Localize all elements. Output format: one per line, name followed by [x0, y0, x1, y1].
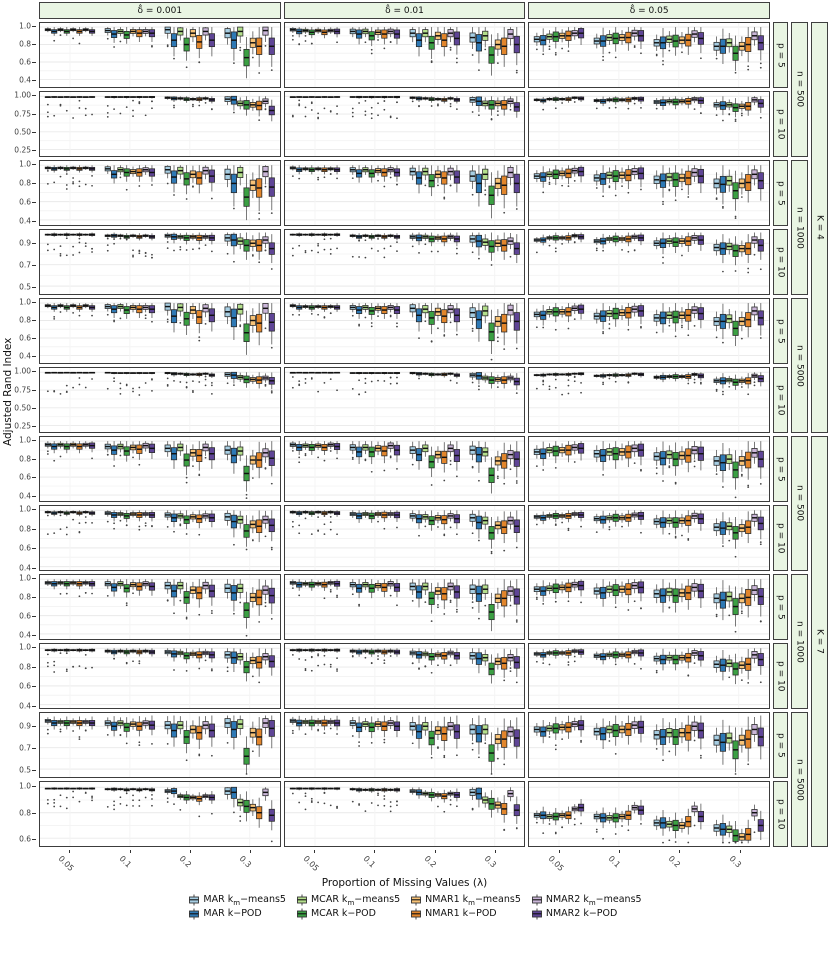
y-tick-mark — [32, 509, 36, 510]
y-tick-label: 0.6 — [19, 611, 31, 621]
panel-r11-c2 — [284, 712, 526, 778]
legend-entry-6 — [410, 908, 521, 920]
row-facet-strip-n-3: n = 500 — [791, 436, 808, 571]
panel-r6-c3 — [528, 367, 770, 433]
y-tick-mark — [32, 408, 36, 409]
y-tick-label: 1.0 — [19, 297, 31, 307]
panel-plot — [40, 782, 280, 846]
panel-r4-c1 — [39, 229, 281, 295]
y-tick-label: 0.7 — [19, 743, 31, 753]
y-tick-label: 0.6 — [19, 472, 31, 482]
panel-plot — [529, 782, 769, 846]
panel-plot — [285, 230, 525, 294]
y-tick-label: 0.6 — [19, 681, 31, 691]
col-facet-strip-1: δ̂ = 0.01 — [284, 2, 526, 19]
panel-plot — [285, 506, 525, 570]
panel-r9-c1 — [39, 574, 281, 640]
y-tick-mark — [32, 202, 36, 203]
panel-r5-c3 — [528, 298, 770, 364]
y-tick-mark — [32, 477, 36, 478]
panel-plot — [529, 161, 769, 225]
y-tick-label: 1.0 — [19, 573, 31, 583]
y-tick-mark — [32, 371, 36, 372]
panel-plot — [40, 299, 280, 363]
y-tick-mark — [32, 597, 36, 598]
legend-entry-7 — [531, 908, 642, 920]
panel-r7-c3 — [528, 436, 770, 502]
panel-r2-c3 — [528, 91, 770, 157]
row-facet-strip-p-5: p = 10 — [773, 367, 788, 433]
y-tick-label: 0.4 — [19, 491, 31, 501]
y-tick-mark — [32, 243, 36, 244]
legend-entry-3 — [531, 894, 642, 907]
y-tick-label: 0.6 — [19, 197, 31, 207]
y-axis-row-1 — [2, 91, 36, 157]
y-axis-row-9 — [2, 643, 36, 709]
boxplot-key-icon — [410, 908, 422, 920]
y-tick-label: 0.25 — [14, 145, 31, 155]
x-tick-label: 0.1 — [361, 854, 378, 870]
boxplot-key-icon — [188, 908, 200, 920]
y-tick-mark — [32, 114, 36, 115]
panel-plot — [529, 713, 769, 777]
row-facet-strip-p-3: p = 10 — [773, 229, 788, 295]
y-tick-label: 0.4 — [19, 563, 31, 573]
x-tick-label: 0.2 — [422, 854, 438, 870]
panel-plot — [40, 92, 280, 156]
row-facet-strip-n-2: n = 5000 — [791, 298, 808, 433]
panel-r10-c1 — [39, 643, 281, 709]
y-tick-mark — [32, 578, 36, 579]
panel-r4-c3 — [528, 229, 770, 295]
y-tick-mark — [32, 132, 36, 133]
y-axis-row-4 — [2, 298, 36, 364]
panel-r1-c3 — [528, 22, 770, 88]
x-tick-mark — [130, 850, 131, 853]
panel-plot — [40, 437, 280, 501]
facet-grid — [2, 2, 828, 890]
panel-r6-c2 — [284, 367, 526, 433]
y-tick-mark — [32, 320, 36, 321]
panel-r12-c1 — [39, 781, 281, 847]
y-tick-mark — [32, 647, 36, 648]
panel-r8-c2 — [284, 505, 526, 571]
y-tick-label: 0.5 — [19, 282, 31, 292]
y-tick-label: 1.0 — [19, 21, 31, 31]
row-facet-strip-p-2: p = 5 — [773, 160, 788, 226]
x-tick-label: 0.05 — [301, 854, 321, 873]
panel-plot — [40, 575, 280, 639]
x-tick-label: 0.3 — [482, 854, 499, 870]
panel-plot — [285, 782, 525, 846]
y-tick-mark — [32, 706, 36, 707]
y-axis-row-0 — [2, 22, 36, 88]
panel-r11-c1 — [39, 712, 281, 778]
y-tick-mark — [32, 667, 36, 668]
col-facet-strip-0: δ̂ = 0.001 — [39, 2, 281, 19]
x-tick-mark — [495, 850, 496, 853]
y-axis-row-7 — [2, 505, 36, 571]
panel-plot — [529, 506, 769, 570]
x-tick-label: 0.05 — [546, 854, 566, 873]
y-axis-row-11 — [2, 781, 36, 847]
y-tick-label: 0.4 — [19, 701, 31, 711]
row-facet-strip-n-5: n = 5000 — [791, 712, 808, 847]
y-axis-row-3 — [2, 229, 36, 295]
panel-plot — [40, 23, 280, 87]
y-tick-mark — [32, 459, 36, 460]
panel-plot — [529, 644, 769, 708]
row-facet-strip-n-4: n = 1000 — [791, 574, 808, 709]
row-facet-strip-p-10: p = 5 — [773, 712, 788, 778]
panel-plot — [285, 161, 525, 225]
legend-label: MCAR $k_m-means5$ — [310, 894, 401, 907]
y-tick-label: 0.6 — [19, 543, 31, 553]
y-tick-mark — [32, 426, 36, 427]
legend-entry-0 — [188, 894, 286, 907]
y-tick-mark — [32, 496, 36, 497]
y-tick-label: 0.50 — [14, 127, 31, 137]
panel-r3-c1 — [39, 160, 281, 226]
legend-label: NMAR1 k−POD — [425, 908, 497, 920]
x-tick-label: 0.05 — [56, 854, 76, 873]
row-facet-strip-p-6: p = 5 — [773, 436, 788, 502]
row-facet-strip-n-0: n = 500 — [791, 22, 808, 157]
y-tick-mark — [32, 80, 36, 81]
boxplot-key-icon — [531, 908, 543, 920]
x-tick-mark — [619, 850, 620, 853]
y-tick-mark — [32, 221, 36, 222]
y-tick-mark — [32, 568, 36, 569]
row-facet-strip-p-0: p = 5 — [773, 22, 788, 88]
y-tick-label: 0.5 — [19, 765, 31, 775]
y-tick-label: 0.6 — [19, 834, 31, 844]
panel-plot — [285, 92, 525, 156]
panel-r5-c1 — [39, 298, 281, 364]
row-facet-strip-p-4: p = 5 — [773, 298, 788, 364]
legend-entry-5 — [296, 908, 400, 920]
panel-plot — [40, 644, 280, 708]
legend-grid — [188, 894, 641, 920]
legend-entry-4 — [188, 908, 286, 920]
y-tick-label: 0.6 — [19, 57, 31, 67]
boxplot-key-icon — [296, 908, 308, 920]
y-tick-label: 0.50 — [14, 403, 31, 413]
y-tick-label: 0.8 — [19, 808, 31, 818]
y-tick-mark — [32, 338, 36, 339]
y-tick-mark — [32, 635, 36, 636]
y-tick-label: 0.4 — [19, 75, 31, 85]
y-tick-label: 1.0 — [19, 159, 31, 169]
panel-r3-c2 — [284, 160, 526, 226]
y-tick-mark — [32, 265, 36, 266]
y-tick-mark — [32, 356, 36, 357]
panel-r2-c2 — [284, 91, 526, 157]
x-tick-mark — [679, 850, 680, 853]
y-tick-mark — [32, 786, 36, 787]
y-axis-row-10 — [2, 712, 36, 778]
panel-plot — [529, 575, 769, 639]
legend — [0, 894, 830, 920]
y-tick-label: 1.0 — [19, 504, 31, 514]
y-tick-label: 0.8 — [19, 315, 31, 325]
y-axis-row-8 — [2, 574, 36, 640]
panel-plot — [40, 161, 280, 225]
y-tick-label: 0.25 — [14, 421, 31, 431]
boxplot-key-icon — [410, 894, 422, 906]
panel-r7-c1 — [39, 436, 281, 502]
row-facet-strip-p-11: p = 10 — [773, 781, 788, 847]
y-tick-mark — [32, 770, 36, 771]
row-facet-strip-K-1: K = 7 — [811, 436, 828, 847]
panel-r4-c2 — [284, 229, 526, 295]
x-axis-title: Proportion of Missing Values (λ) — [321, 876, 488, 889]
y-axis-title-text: Adjusted Rand Index — [2, 337, 14, 446]
y-axis-row-5 — [2, 367, 36, 433]
panel-r10-c2 — [284, 643, 526, 709]
row-facet-strip-n-1: n = 1000 — [791, 160, 808, 295]
x-tick-mark — [69, 850, 70, 853]
panel-r11-c3 — [528, 712, 770, 778]
y-tick-label: 0.8 — [19, 39, 31, 49]
x-axis-col-1 — [284, 850, 526, 872]
row-facet-strip-p-8: p = 5 — [773, 574, 788, 640]
x-tick-label: 0.3 — [727, 854, 743, 870]
panel-plot — [529, 230, 769, 294]
x-tick-mark — [740, 850, 741, 853]
panel-plot — [40, 713, 280, 777]
boxplot-key-icon — [531, 894, 543, 906]
panel-r1-c1 — [39, 22, 281, 88]
panel-plot — [40, 368, 280, 432]
panel-plot — [529, 368, 769, 432]
y-axis-row-2 — [2, 160, 36, 226]
panel-r8-c3 — [528, 505, 770, 571]
y-tick-label: 0.75 — [14, 109, 31, 119]
y-tick-label: 0.8 — [19, 592, 31, 602]
y-tick-label: 0.8 — [19, 662, 31, 672]
panel-plot — [529, 23, 769, 87]
panel-r9-c2 — [284, 574, 526, 640]
y-tick-mark — [32, 183, 36, 184]
x-tick-label: 0.2 — [177, 854, 194, 870]
x-axis-col-0 — [39, 850, 281, 872]
boxplot-key-icon — [188, 894, 200, 906]
panel-r12-c3 — [528, 781, 770, 847]
panel-plot — [529, 92, 769, 156]
x-axis-col-2 — [528, 850, 770, 872]
y-tick-mark — [32, 839, 36, 840]
legend-label: MCAR k−POD — [310, 908, 376, 920]
y-tick-label: 0.9 — [19, 721, 31, 731]
legend-label: NMAR1 $k_m-means5$ — [425, 894, 521, 907]
y-tick-mark — [32, 44, 36, 45]
x-tick-mark — [314, 850, 315, 853]
y-tick-label: 0.75 — [14, 385, 31, 395]
x-tick-label: 0.3 — [238, 854, 254, 870]
panel-r10-c3 — [528, 643, 770, 709]
x-tick-mark — [374, 850, 375, 853]
y-tick-label: 1.0 — [19, 642, 31, 652]
y-tick-mark — [32, 686, 36, 687]
legend-entry-2 — [410, 894, 521, 907]
y-tick-mark — [32, 287, 36, 288]
legend-label: NMAR2 $k_m-means5$ — [545, 894, 642, 907]
x-tick-mark — [559, 850, 560, 853]
y-tick-label: 0.8 — [19, 524, 31, 534]
y-tick-label: 0.9 — [19, 238, 31, 248]
y-tick-label: 0.4 — [19, 630, 31, 640]
panel-r9-c3 — [528, 574, 770, 640]
panel-r2-c1 — [39, 91, 281, 157]
panel-r7-c2 — [284, 436, 526, 502]
panel-plot — [285, 23, 525, 87]
y-tick-label: 1.00 — [14, 90, 31, 100]
x-tick-label: 0.1 — [117, 854, 133, 870]
y-tick-mark — [32, 62, 36, 63]
row-facet-strip-p-1: p = 10 — [773, 91, 788, 157]
panel-plot — [285, 575, 525, 639]
y-tick-label: 0.7 — [19, 260, 31, 270]
panel-plot — [529, 299, 769, 363]
legend-entry-1 — [296, 894, 400, 907]
panel-r3-c3 — [528, 160, 770, 226]
y-tick-label: 1.0 — [19, 435, 31, 445]
row-facet-strip-K-0: K = 4 — [811, 22, 828, 433]
y-tick-mark — [32, 26, 36, 27]
x-tick-label: 0.2 — [666, 854, 683, 870]
x-tick-mark — [250, 850, 251, 853]
x-tick-mark — [190, 850, 191, 853]
y-tick-mark — [32, 616, 36, 617]
y-tick-label: 0.6 — [19, 333, 31, 343]
panel-plot — [285, 713, 525, 777]
row-facet-strip-p-7: p = 10 — [773, 505, 788, 571]
panel-plot — [285, 644, 525, 708]
y-tick-mark — [32, 813, 36, 814]
legend-label: NMAR2 k−POD — [545, 908, 618, 920]
panel-r8-c1 — [39, 505, 281, 571]
panel-plot — [285, 299, 525, 363]
y-tick-label: 1.0 — [19, 781, 31, 791]
y-tick-label: 1.00 — [14, 366, 31, 376]
legend-label: MAR $k_m-means5$ — [203, 894, 286, 907]
y-tick-mark — [32, 390, 36, 391]
y-tick-label: 0.4 — [19, 216, 31, 226]
col-facet-strip-2: δ̂ = 0.05 — [528, 2, 770, 19]
x-tick-label: 0.1 — [606, 854, 622, 870]
legend-label: MAR k−POD — [203, 908, 262, 920]
panel-r12-c2 — [284, 781, 526, 847]
panel-r1-c2 — [284, 22, 526, 88]
panel-plot — [285, 368, 525, 432]
boxplot-key-icon — [296, 894, 308, 906]
y-tick-mark — [32, 302, 36, 303]
panel-r5-c2 — [284, 298, 526, 364]
y-tick-label: 0.8 — [19, 178, 31, 188]
y-tick-mark — [32, 95, 36, 96]
y-tick-mark — [32, 529, 36, 530]
y-tick-mark — [32, 150, 36, 151]
panel-plot — [529, 437, 769, 501]
panel-plot — [285, 437, 525, 501]
y-tick-mark — [32, 440, 36, 441]
panel-r6-c1 — [39, 367, 281, 433]
x-tick-mark — [435, 850, 436, 853]
y-tick-label: 0.4 — [19, 351, 31, 361]
y-tick-label: 0.8 — [19, 454, 31, 464]
panel-plot — [40, 506, 280, 570]
y-tick-mark — [32, 748, 36, 749]
panel-plot — [40, 230, 280, 294]
y-tick-mark — [32, 726, 36, 727]
row-facet-strip-p-9: p = 10 — [773, 643, 788, 709]
y-tick-mark — [32, 164, 36, 165]
y-tick-mark — [32, 548, 36, 549]
